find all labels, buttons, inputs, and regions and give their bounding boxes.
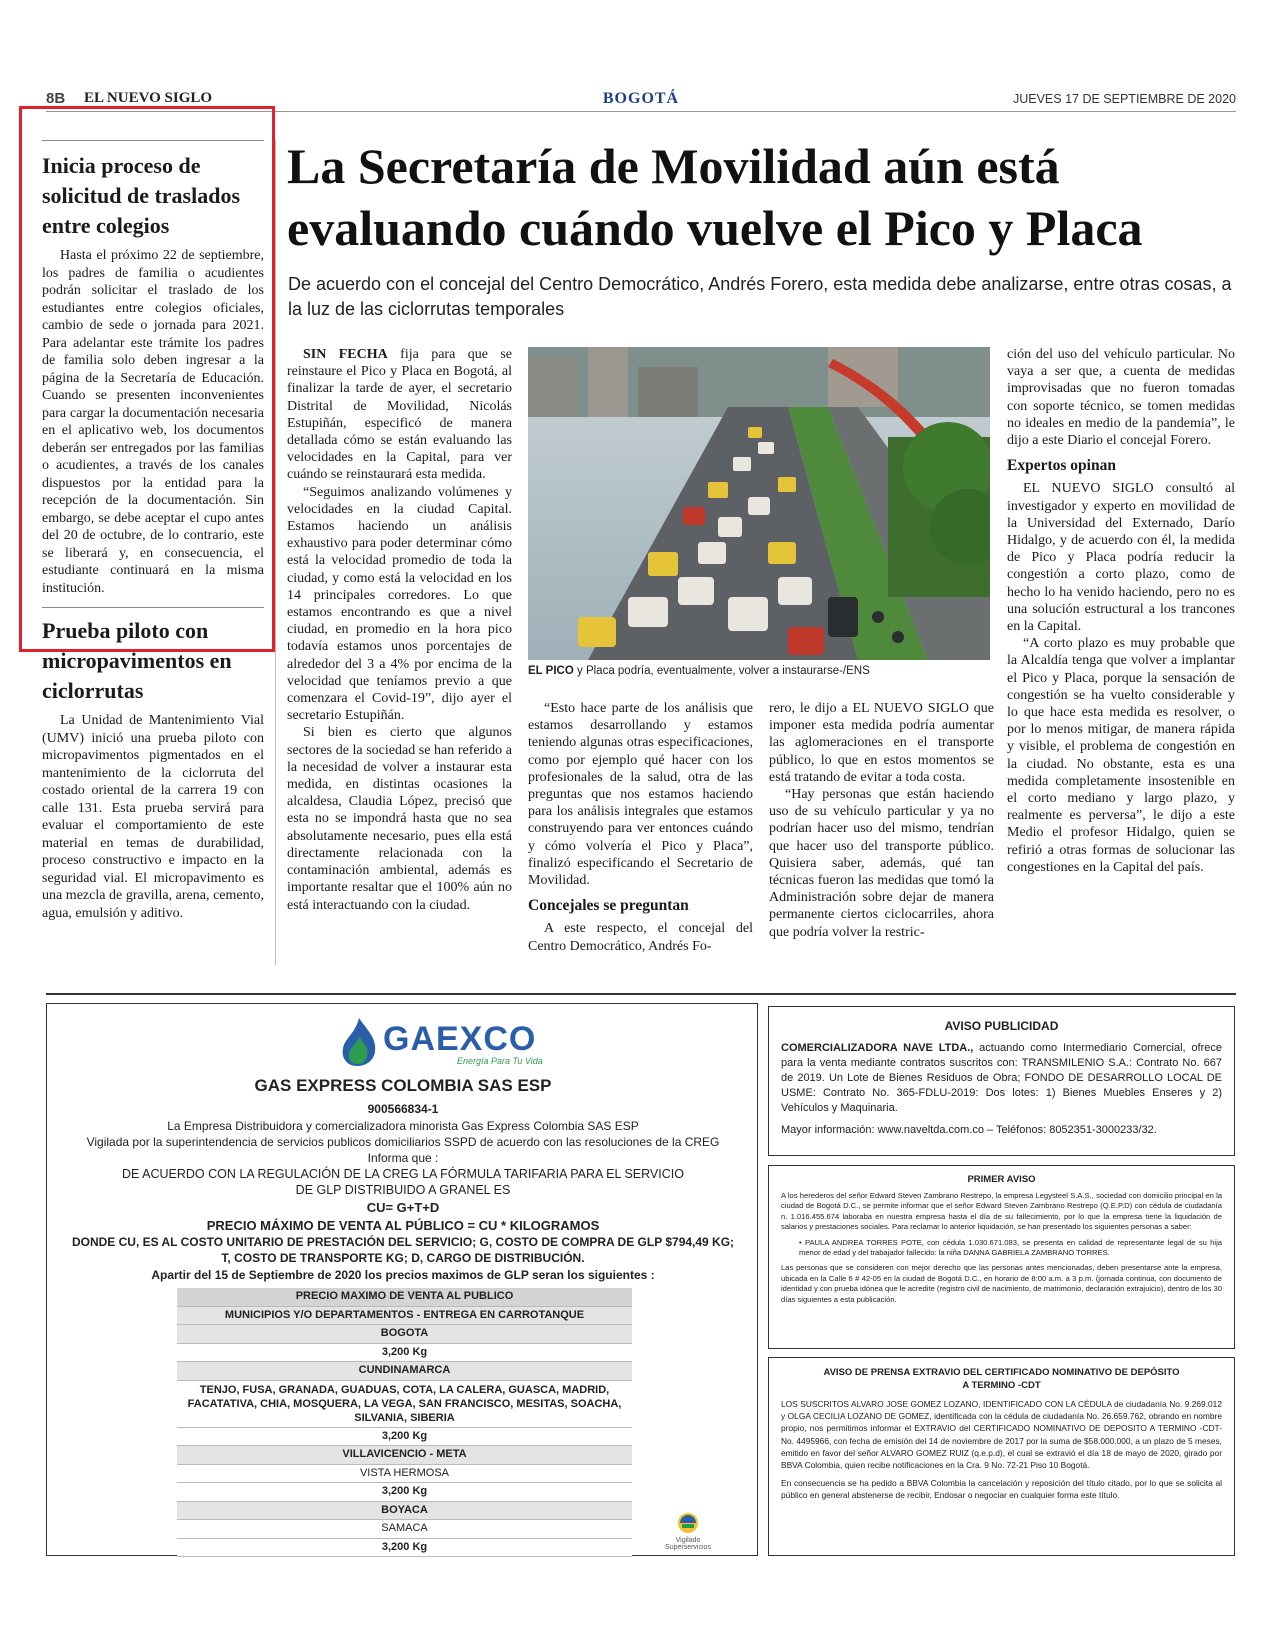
aviso-body: Las personas que se consideren con mejor derecho que las personas antes mencionadas, deben presentarse ante la empresa, ubicada en la Calle 6 # 42-05 en la ciudad de Bogotá D.C., en horario de 8:00 a.m. a 3 p.m. (jornada continua, con documento de identidad y con prueba idónea que le acredite (registro civil de nacimiento, de matrimonio, declaración extrajuicio), dentro de los 30 días siguientes a esta publicación. — [781, 1263, 1222, 1304]
aviso-title: AVISO DE PRENSA EXTRAVIO DEL CERTIFICADO NOMINATIVO DE DEPÓSITO — [823, 1367, 1180, 1378]
article-paragraph: Si bien es cierto que algunos sectores de la sociedad se han referido a la necesidad de volver a instaurar esta medida, en distintas ocasiones la alcaldesa, Claudia López, precisó que esta no se impondrá hasta que no sea absolutamente necesario, pues ella está directamente relacionada con la contaminación ambiental, además es importante resaltar que el 100% aún no está interactuando con la ciudad. — [287, 725, 512, 913]
article-paragraph: A este respecto, el concejal del Centro Democrático, Andrés Fo- — [528, 921, 753, 954]
article-paragraph: EL NUEVO SIGLO consultó al investigador y experto en movilidad de la Universidad del Externado, Darío Hidalgo, y de acuerdo con él, la medida de Pico y Placa podría reducir la congestión a corto plazo, como de hecho lo ha venido haciendo, pero no es una solución estructural a los trancones en la Capital. — [1007, 481, 1235, 635]
traffic-photo-illustration — [528, 347, 990, 660]
table-rows — [177, 1325, 632, 1557]
brief-body-micropavimentos: La Unidad de Mantenimiento Vial (UMV) inició una prueba piloto con micropavimentos pigmentados en el mantenimiento de la ciclorruta del costado oriental de la carrera 19 con calle 131. Esta prueba servirá para evaluar el comportamiento de este material en temas de durabilidad, proceso constructivo e impacto en la seguridad vial. El micropavimento es una mezcla de gravilla, arena, cemento, agua, emulsión y aditivo. — [42, 713, 264, 921]
brief-body-traslados: Hasta el próximo 22 de septiembre, los padres de familia o acudientes podrán solicitar el traslado de los estudiantes entre colegios oficiales, cambio de sede o jornada para 2021. Para adelantar este trámite los padres de familia solo deben ingresar a la página de la Secretaría de Educación. Cuando se presenten inconvenientes para cargar la documentación necesaria en el aplicativo web, los documentos deberán ser entregados por las familias o acudientes, a través de los canales dispuestos por la entidad para la recepción de la documentación. Sin embargo, se debe aceptar el cupo antes del 20 de octubre, de lo contrario, este se liberará y, en consecuencia, el estudiante continuará en la misma institución. — [42, 248, 264, 596]
table-header: PRECIO MAXIMO DE VENTA AL PUBLICO — [177, 1288, 632, 1307]
aviso-body: A los herederos del señor Edward Steven Zambrano Restrepo, la empresa Legysteel S.A.S., sociedad con domicilio principal en la ciudad de Bogotá D.C., se permite informar que el señor Edward Steven Zambrano Restrepo (Q.E.P.D) con cédula de ciudadanía n. 1.016.455.674 laboraba en nuestra empresa hasta el día de su fallecimiento, por lo que la empresa tiene la liquidación de salarios y prestaciones sociales. Para reclamar lo anterior liquidación, se han presentado los siguientes personas a saber: — [781, 1191, 1222, 1232]
aviso-publicidad-ad — [768, 1006, 1235, 1156]
main-headline: La Secretaría de Movilidad aún está evaluando cuándo vuelve el Pico y Placa — [287, 138, 1143, 256]
gaexco-line: DE ACUERDO CON LA REGULACIÓN DE LA CREG LA FÓRMULA TARIFARIA PARA EL SERVICIO — [122, 1167, 684, 1181]
gaexco-nit: 900566834-1 — [367, 1102, 439, 1116]
article-column-4 — [1007, 346, 1235, 876]
sidebar-top-rule — [42, 140, 264, 141]
table-row: 3,200 Kg — [177, 1344, 632, 1363]
article-paragraph: “Hay personas que están haciendo uso de su vehículo particular y ya no podrían hacer uso del mismo, tendrían que hacer uso del transporte público. Quisiera saber, además, qué tan técnicas fueron las medidas que tomó la Administración sobre dejar de manera permanente ciertos ciclocarriles, ahora que podría volver la restric- — [769, 787, 994, 940]
traffic-photo — [528, 347, 990, 660]
gaexco-price-table — [177, 1288, 632, 1557]
aviso-body: COMERCIALIZADORA NAVE LTDA., actuando como Intermediario Comercial, ofrece para la venta mediante contratos suscritos con: TRANSMILENIO S.A.: Contrato No. 667 de 2019. Un Lote de Bienes Residuos de Obra; FONDO DE DESARROLLO LOCAL DE USME: Contrato No. 365-FDLU-2019: Dos lotes: 1) Bienes Muebles Enseres y 2) Vehículos y Maquinaria. — [781, 1042, 1222, 1114]
gaexco-line: Informa que : — [367, 1151, 439, 1165]
table-row: VILLAVICENCIO - META — [177, 1446, 632, 1465]
section-name: BOGOTÁ — [602, 90, 680, 107]
page-number: 8B — [46, 90, 66, 107]
vigilado-badge: Vigilado Superservicios — [653, 1511, 723, 1553]
table-subheader: MUNICIPIOS Y/O DEPARTAMENTOS - ENTREGA EN CARROTANQUE — [177, 1307, 632, 1326]
table-row: 3,200 Kg — [177, 1483, 632, 1502]
article-column-1 — [287, 346, 512, 914]
flame-icon — [337, 1016, 383, 1068]
gaexco-ad — [46, 1003, 758, 1556]
column-divider — [275, 140, 276, 965]
gaexco-formula: CU= G+T+D — [366, 1200, 440, 1215]
main-subhead: De acuerdo con el concejal del Centro Democrático, Andrés Forero, esta medida debe analizarse, entre otras cosas, a la luz de las ciclorrutas temporales — [288, 274, 1232, 319]
aviso-body: LOS SUSCRITOS ALVARO JOSE GOMEZ LOZANO, IDENTIFICADO CON LA CÉDULA de ciudadanía No. 9.269.012 y OLGA CECILIA LOZANO DE GOMEZ, identificada con la cédula de ciudadanía No. 26.659.762, obrando en nombre propio, nos permitimos informar el EXTRAVIO del CERTIFICADO NOMINATIVO DE DEPOSITO A TERMINO -CDT- No. 4495966, con fecha de emisión del 14 de noviembre de 2017 por la suma de $58.000.000, a un plazo de 5 meses, emitido en favor del señor ALVARO GOMEZ RUIZ (q.e.p.d), el cual se extravió el día 18 de mayo de 2020, girado por BBVA Colombia, quien recibe notificaciones en la Cra. 9 No. 72-21 Piso 10 Bogotá. — [781, 1399, 1222, 1471]
aviso-title: A TERMINO -CDT — [962, 1380, 1041, 1391]
brief-title-micropavimentos: Prueba piloto con micropavimentos en ciclorrutas — [42, 618, 232, 703]
table-row: TENJO, FUSA, GRANADA, GUADUAS, COTA, LA CALERA, GUASCA, MADRID, FACATATIVA, CHIA, MOSQUERA, LA VEGA, SAN FRANCISCO, MESITAS, SOACHA, SILVANIA, SIBERIA — [177, 1381, 632, 1428]
aviso-prensa-ad — [768, 1357, 1235, 1556]
table-row: SAMACA — [177, 1520, 632, 1539]
photo-caption: EL PICO y Placa podría, eventualmente, volver a instaurarse-/ENS — [528, 665, 870, 677]
gaexco-line: DE GLP DISTRIBUIDO A GRANEL ES — [295, 1183, 511, 1197]
brief-title-traslados: Inicia proceso de solicitud de traslados entre colegios — [42, 153, 241, 238]
article-lead: SIN FECHA — [303, 347, 388, 362]
article-column-3 — [769, 700, 994, 941]
article-paragraph: “Esto hace parte de los análisis que estamos desarrollando y estamos teniendo algunas otras especificaciones, como por ejemplo qué hacer con los profesionales de la salud, otra de las preguntas que nos estamos haciendo para los análisis integrales que estamos construyendo para ver entonces cuándo y cómo volvería el Pico y Placa”, finalizó especificando el Secretario de Movilidad. — [528, 701, 753, 889]
gaexco-definitions: DONDE CU, ES AL COSTO UNITARIO DE PRESTACIÓN DEL SERVICIO; G, COSTO DE COMPRA DE GLP $794,49 KG; — [71, 1235, 735, 1249]
aviso-bullet: • PAULA ANDREA TORRES POTE, con cédula 1.030.671.083, se presenta en calidad de representante legal de su hija menor de edad y del trabajador fallecido: la niña DANNA GABRIELA ZAMBRANO TORRES. — [799, 1237, 1222, 1258]
article-column-2 — [528, 700, 753, 955]
gaexco-line: Vigilada por la superintendencia de servicios publicos domiciliarios SSPD de acuerdo con las resoluciones de la CREG — [86, 1135, 720, 1149]
article-paragraph: “A corto plazo es muy probable que la Alcaldía tenga que volver a implantar el Pico y Placa, porque la sensación de congestión se ha vuelto considerable y lo que hace esta medida es resolver, o por lo menos mitigar, de manera rápida y visible, el problema de congestión en la ciudad. No obstante, esta es una medida completamente insostenible en el corto mediano y largo plazo, y realmente es perversa”, le dijo a este Medio el profesor Hidalgo, quien se refirió a otras formas de solucionar las congestiones en la Capital del país. — [1007, 636, 1235, 875]
gaexco-company: GAS EXPRESS COLOMBIA SAS ESP — [254, 1076, 552, 1095]
aviso-contact: Mayor información: www.naveltda.com.co – Teléfonos: 8052351-3000233/32. — [781, 1124, 1157, 1136]
article-subhead-concejales: Concejales se preguntan — [528, 897, 689, 915]
gaexco-precio: PRECIO MÁXIMO DE VENTA AL PÚBLICO = CU * KILOGRAMOS — [206, 1218, 600, 1233]
issue-date: JUEVES 17 DE SEPTIEMBRE DE 2020 — [1012, 92, 1236, 106]
aviso-title: PRIMER AVISO — [967, 1174, 1036, 1185]
paper-name: EL NUEVO SIGLO — [84, 90, 213, 106]
aviso-title: AVISO PUBLICIDAD — [944, 1019, 1059, 1033]
article-paragraph: ción del uso del vehículo particular. No vaya a ser que, a cuenta de medidas improvisadas que no fueron tomadas con soporte técnico, se tomen medidas no ideales en medio de la pandemia”, le dijo a este Diario el concejal Forero. — [1007, 347, 1235, 449]
sidebar-briefs — [42, 140, 264, 922]
sidebar-separator — [42, 607, 264, 608]
table-row: 3,200 Kg — [177, 1539, 632, 1558]
aviso-body: En consecuencia se ha pedido a BBVA Colombia la cancelación y reposición del título citado, por lo que se solicita al público en general abstenerse de recibir, Endosar o negociar en cualquier forma este título. — [781, 1478, 1222, 1501]
article-paragraph: “Seguimos analizando volúmenes y velocidades en la ciudad Capital. Estamos haciendo un análisis exhaustivo para poder determinar cómo está la velocidad promedio de toda la ciudad, y como está la velocidad en los 14 principales corredores. Lo que estamos encontrando es que a nivel ciudad, en promedio en la hora pico todavía estamos unos porcentajes de alrededor del 3 a 4% por encima de la velocidad que teníamos previo a que comenzara el Covid-19”, dijo ayer el secretario Estupiñán. — [287, 484, 512, 724]
primer-aviso-ad — [768, 1165, 1235, 1349]
article-paragraph: rero, le dijo a EL NUEVO SIGLO que imponer esta medida podría aumentar las aglomeraciones en el transporte público, lo que en estos momentos se está tratando de evitar a toda costa. — [769, 701, 994, 785]
article-subhead-expertos: Expertos opinan — [1007, 457, 1116, 475]
table-row: BOYACA — [177, 1502, 632, 1521]
superservicios-icon — [676, 1511, 700, 1535]
table-row: VISTA HERMOSA — [177, 1465, 632, 1484]
table-row: BOGOTA — [177, 1325, 632, 1344]
table-row: CUNDINAMARCA — [177, 1362, 632, 1381]
gaexco-apartir: Apartir del 15 de Septiembre de 2020 los precios maximos de GLP seran los siguientes : — [151, 1268, 655, 1282]
table-row: 3,200 Kg — [177, 1428, 632, 1447]
ads-divider — [46, 993, 1236, 995]
article-paragraph: SIN FECHA fija para que se reinstaure el Pico y Placa en Bogotá, al finalizar la tarde de ayer, el secretario Distrital de Movilidad, Nicolás Estupiñán, especificó de manera detallada cómo se están evaluando las velocidades en la Capital, para ver cuándo se reinstaurará esta medida. — [287, 347, 512, 483]
gaexco-definitions: T, COSTO DE TRANSPORTE KG; D, CARGO DE DISTRIBUCIÓN. — [221, 1251, 585, 1265]
gaexco-logo: GAEXCO Energía Para Tu Vida — [337, 1016, 557, 1068]
gaexco-line: La Empresa Distribuidora y comercializadora minorista Gas Express Colombia SAS ESP — [167, 1119, 639, 1133]
